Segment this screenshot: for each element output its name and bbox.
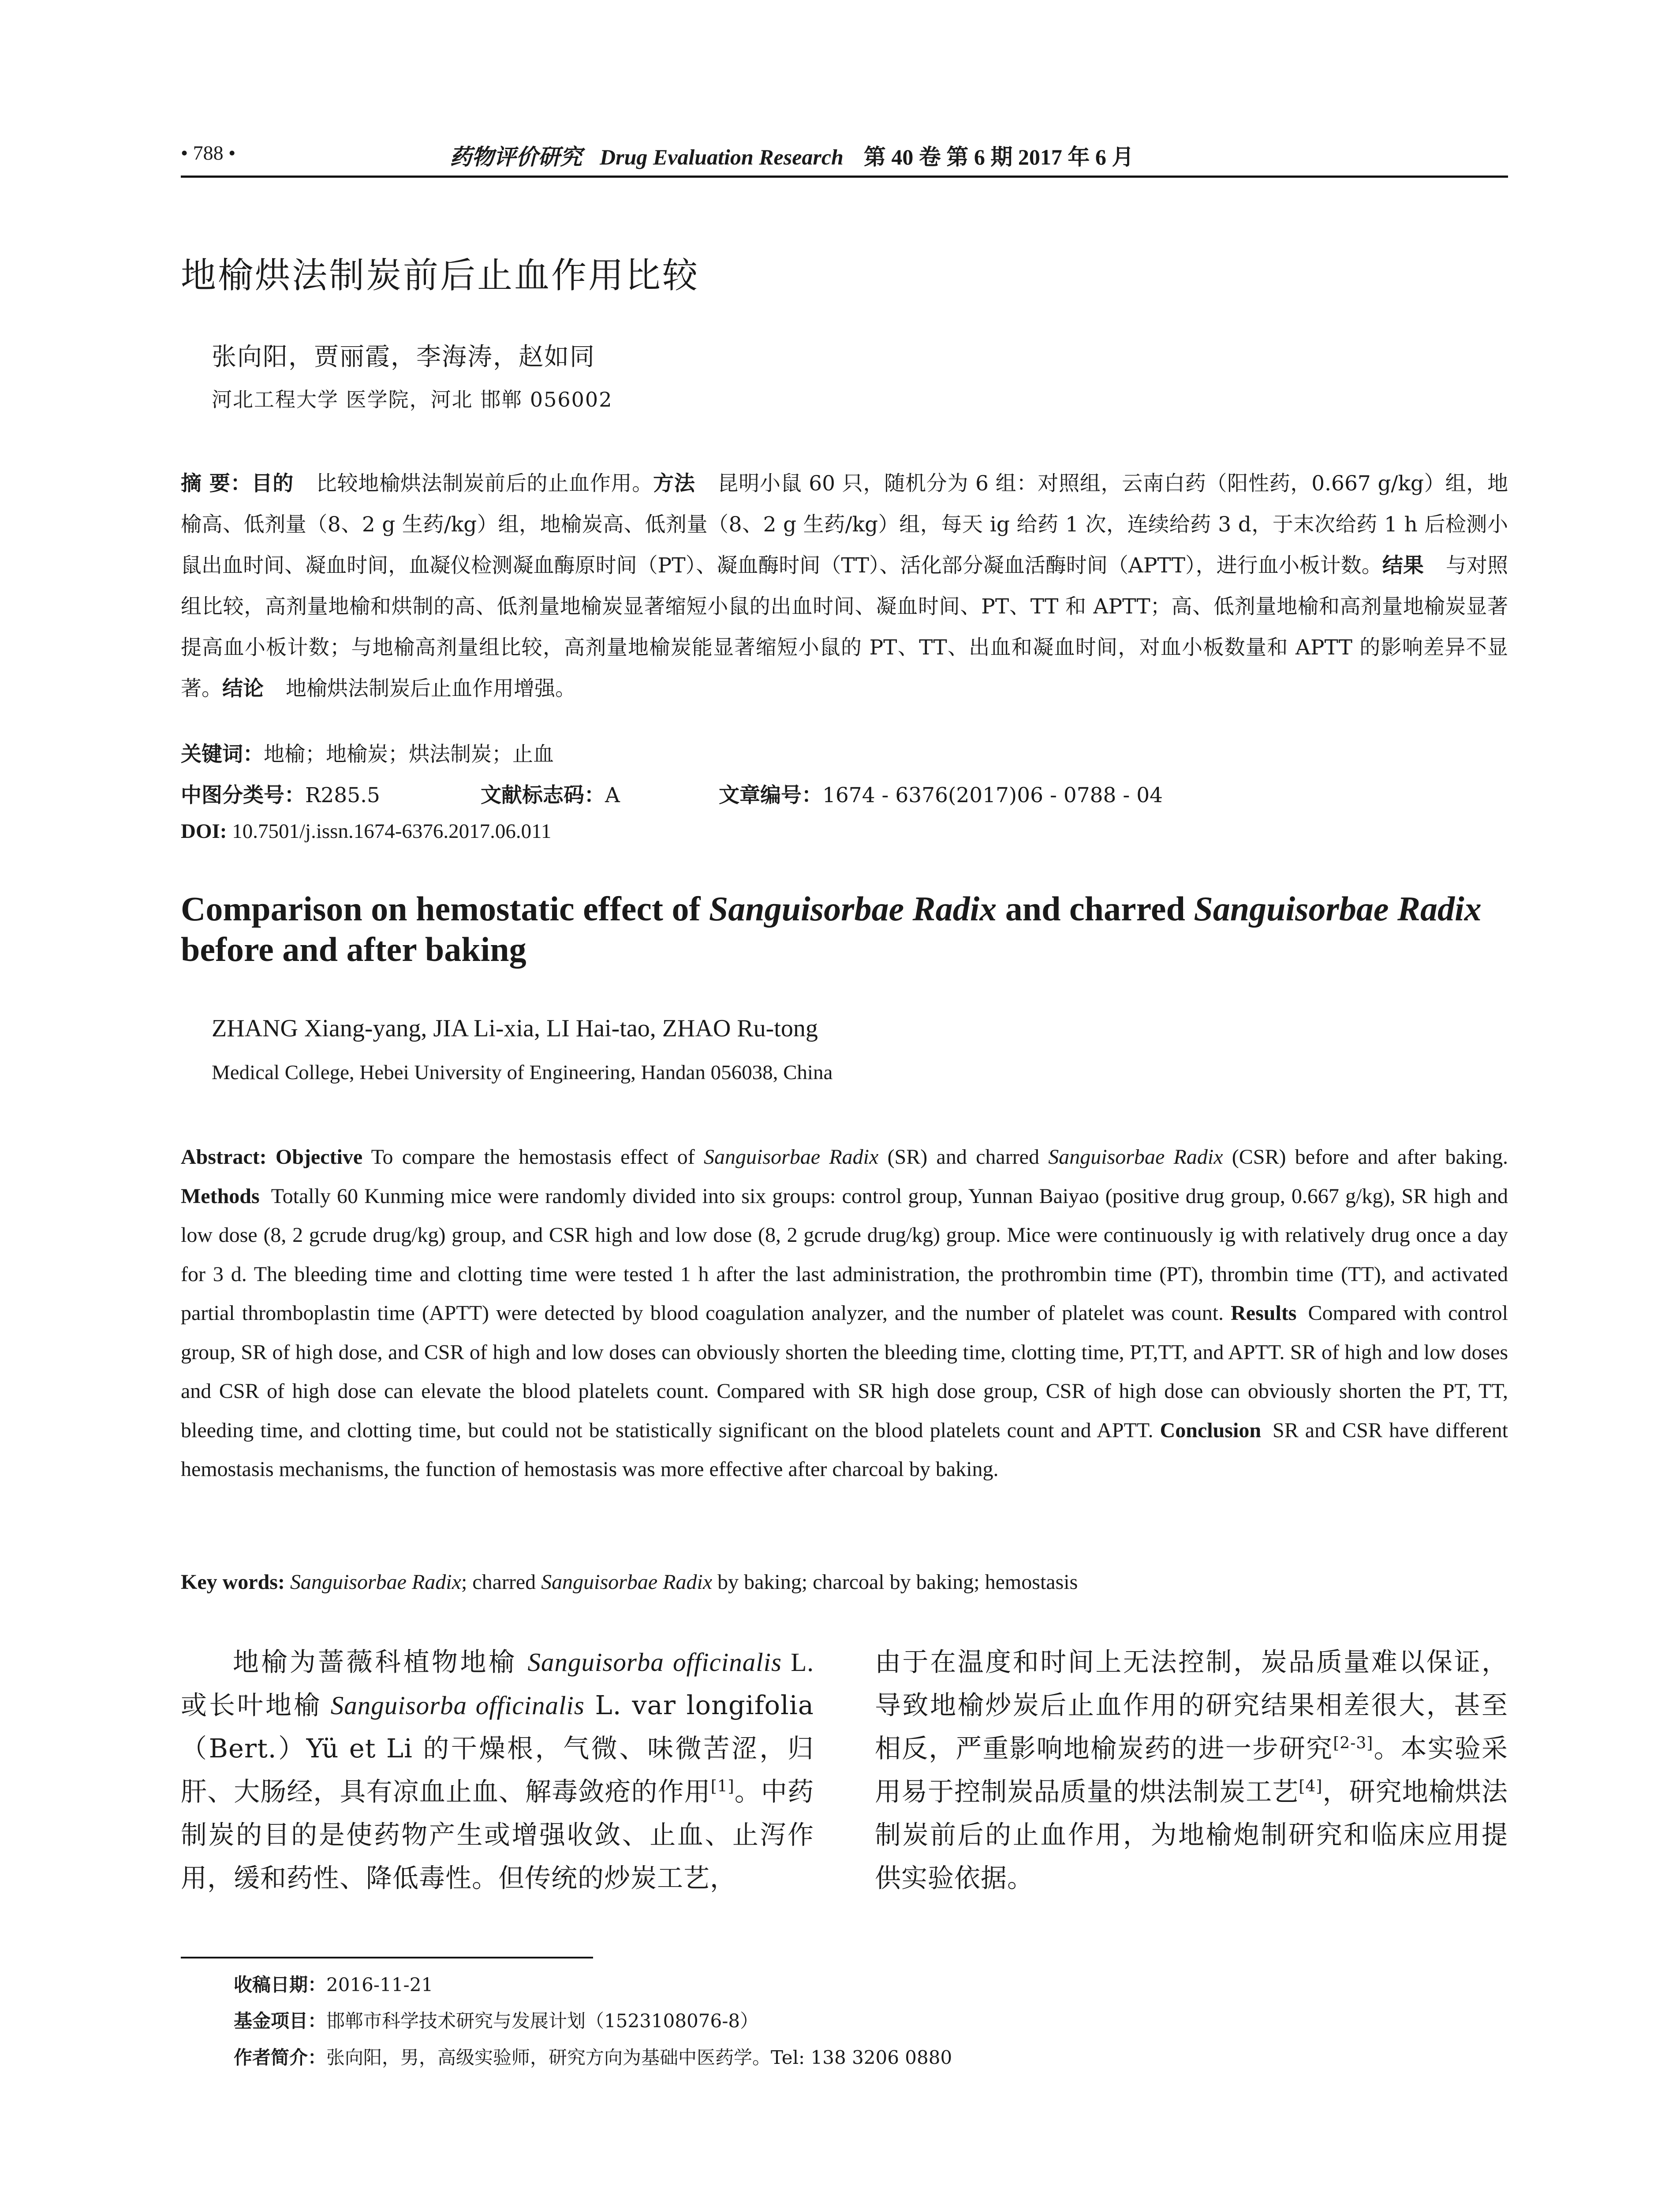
- issue-info: 第 40 卷 第 6 期 2017 年 6 月: [863, 145, 1134, 169]
- body-text: 地榆为蔷薇科植物地榆: [233, 1647, 528, 1677]
- doi-link[interactable]: 10.7501/j.issn.1674-6376.2017.06.011: [232, 820, 552, 843]
- page-number: • 788 •: [181, 142, 236, 164]
- citation-ref[interactable]: [4]: [1299, 1777, 1323, 1796]
- english-keywords: [181, 1570, 1508, 1594]
- english-title-part: and charred: [997, 889, 1194, 928]
- chinese-title: 地榆烘法制炭前后止血作用比较: [181, 255, 699, 296]
- body-text: 。本实验采用易于控制炭品质量的烘法制炭工艺: [875, 1733, 1508, 1807]
- en-conclusion-text: SR and CSR have different hemostasis mechanisms, the function of hemostasis was more effective after charcoal by baking.: [181, 1418, 1508, 1481]
- footnote-text: 邯郸市科学技术研究与发展计划（1523108076-8）: [326, 2010, 759, 2032]
- article-no-value: 1674 - 6376(2017)06 - 0788 - 04: [822, 783, 1163, 807]
- doi-line: [181, 819, 551, 843]
- doc-code-value: A: [605, 783, 620, 807]
- en-conclusion-label: Conclusion: [1160, 1418, 1262, 1442]
- header-divider: [181, 176, 1508, 178]
- clc-label: 中图分类号：: [181, 783, 305, 807]
- chinese-abstract: [181, 463, 1508, 709]
- english-title-part: Comparison on hemostatic effect of: [181, 889, 709, 928]
- body-text: 。中药制炭的目的是使药物产生或增强收敛、止血、止泻作用，缓和药性、降低毒性。但传统的炒炭工艺，: [181, 1776, 814, 1893]
- doi-label: DOI:: [181, 820, 227, 843]
- footnote-label: 作者简介：: [234, 2047, 327, 2068]
- objective-label: 目的: [251, 471, 294, 496]
- en-keyword: Sanguisorbae Radix: [290, 1570, 461, 1594]
- english-title-part: Sanguisorbae Radix: [709, 889, 997, 928]
- en-objective-text: (CSR) before and after baking.: [1223, 1145, 1508, 1169]
- journal-name: Drug Evaluation Research: [600, 145, 844, 169]
- conclusion-label: 结论: [222, 676, 264, 701]
- chinese-authors: 张向阳，贾丽霞，李海涛，赵如同: [212, 343, 595, 371]
- classification-row: [181, 779, 1163, 808]
- body-column-left: [181, 1641, 814, 1900]
- objective-text: 比较地榆烘法制炭前后的止血作用。: [316, 471, 653, 496]
- en-results-text: Compared with control group, SR of high dose, and CSR of high and low doses can obviously shorten the bleeding time, clotting time, PT,TT, and APTT. SR of high and low doses and CSR of high dose can elevate the blood platelets count. Compared with SR high dose group, CSR of high dose can obviously shorten the PT, TT, bleeding time, and clotting time, but could not be statistically significant on the blood platelets count and APTT.: [181, 1301, 1508, 1442]
- english-authors: ZHANG Xiang-yang, JIA Li-xia, LI Hai-tao, ZHAO Ru-tong: [212, 1015, 818, 1042]
- footnote-received: [234, 1970, 433, 1997]
- journal-logo: 药物评价研究: [450, 145, 582, 169]
- body-text: L. var longifolia（Bert.）Yü et Li 的干燥根，气微、味微苦涩，归肝、大肠经，具有凉血止血、解毒敛疮的作用: [181, 1690, 814, 1807]
- en-objective-text: (SR) and charred: [878, 1145, 1049, 1169]
- conclusion-text: 地榆烘法制炭后止血作用增强。: [286, 676, 576, 701]
- en-keyword: Sanguisorbae Radix: [541, 1570, 713, 1594]
- methods-label: 方法: [653, 471, 695, 496]
- en-keyword: by baking; charcoal by baking; hemostasis: [712, 1570, 1078, 1594]
- doc-code-label: 文献标志码：: [481, 783, 605, 807]
- running-header: [181, 141, 1508, 172]
- english-affiliation: Medical College, Hebei University of Engineering, Handan 056038, China: [212, 1061, 833, 1084]
- english-title-part: Sanguisorbae Radix: [1194, 889, 1482, 928]
- clc-value: R285.5: [305, 783, 380, 807]
- journal-info: [450, 139, 1134, 171]
- footnote-text: 张向阳，男，高级实验师，研究方向为基础中医药学。Tel: 138 3206 0880: [326, 2047, 952, 2068]
- footnote-author: [234, 2043, 952, 2070]
- body-text: 由于在温度和时间上无法控制，炭品质量难以保证，导致地榆炒炭后止血作用的研究结果相差很大，甚至相反，严重影响地榆炭药的进一步研究: [875, 1647, 1508, 1764]
- abstract-label: 摘 要：: [181, 471, 252, 496]
- keywords-text: 地榆；地榆炭；烘法制炭；止血: [264, 742, 554, 766]
- en-objective-text: Sanguisorbae Radix: [1048, 1145, 1223, 1169]
- en-objective-text: Sanguisorbae Radix: [704, 1145, 879, 1169]
- en-abstract-label: Abstract:: [181, 1145, 267, 1169]
- en-keyword: ; charred: [461, 1570, 541, 1594]
- chinese-affiliation: 河北工程大学 医学院，河北 邯郸 056002: [212, 388, 613, 411]
- body-text: L.或长叶地榆: [181, 1648, 814, 1720]
- footnote-fund: [234, 2007, 758, 2033]
- footnote-text: 2016-11-21: [326, 1974, 433, 1996]
- en-objective-label: Objective: [275, 1145, 363, 1169]
- english-title: [181, 889, 1508, 970]
- english-title-part: before and after baking: [181, 930, 526, 968]
- body-text: ，研究地榆烘法制炭前后的止血作用，为地榆炮制研究和临床应用提供实验依据。: [875, 1776, 1508, 1893]
- citation-ref[interactable]: [1]: [710, 1777, 735, 1796]
- footnote-label: 基金项目：: [234, 2010, 327, 2032]
- body-text: Sanguisorba officinalis: [330, 1691, 585, 1720]
- footnote-label: 收稿日期：: [234, 1974, 327, 1996]
- en-methods-label: Methods: [181, 1184, 260, 1208]
- body-text: Sanguisorba officinalis: [527, 1648, 782, 1677]
- chinese-keywords: [181, 738, 554, 767]
- body-column-right: [875, 1641, 1508, 1900]
- en-results-label: Results: [1231, 1301, 1297, 1325]
- results-text: 与对照组比较，高剂量地榆和烘制的高、低剂量地榆炭显著缩短小鼠的出血时间、凝血时间、PT、TT 和 APTT；高、低剂量地榆和高剂量地榆炭显著提高血小板计数；与地榆高剂量组比较，高剂量地榆炭能显著缩短小鼠的 PT、TT、出血和凝血时间，对血小板数量和 APTT 的影响差异不显著。: [181, 553, 1508, 701]
- en-objective-text: To compare the hemostasis effect of: [371, 1145, 704, 1169]
- footnote-divider: [181, 1957, 593, 1958]
- keywords-label: 关键词：: [181, 742, 264, 766]
- en-keywords-label: Key words:: [181, 1570, 285, 1594]
- citation-ref[interactable]: [2-3]: [1333, 1734, 1374, 1753]
- english-abstract: [181, 1138, 1508, 1489]
- results-label: 结果: [1382, 553, 1424, 578]
- en-methods-text: Totally 60 Kunming mice were randomly divided into six groups: control group, Yunnan Baiyao (positive drug group, 0.667 g/kg), SR high and low dose (8, 2 gcrude drug/kg) group, and CSR high and low dose (8, 2 gcrude drug/kg) group. Mice were continuously ig with relatively drug once a day for 3 d. The bleeding time and clotting time were tested 1 h after the last administration, the prothrombin time (PT), thrombin time (TT), and activated partial thromboplastin time (APTT) were detected by blood coagulation analyzer, and the number of platelet was count.: [181, 1184, 1508, 1325]
- article-no-label: 文章编号：: [719, 783, 822, 807]
- methods-text: 昆明小鼠 60 只，随机分为 6 组：对照组，云南白药（阳性药，0.667 g/kg）组，地榆高、低剂量（8、2 g 生药/kg）组，地榆炭高、低剂量（8、2 g 生药/kg）组，每天 ig 给药 1 次，连续给药 3 d，于末次给药 1 h 后检测小鼠出血时间、凝血时间，血凝仪检测凝血酶原时间（PT）、凝血酶时间（TT）、活化部分凝血活酶时间（APTT），进行血小板计数。: [181, 471, 1508, 578]
